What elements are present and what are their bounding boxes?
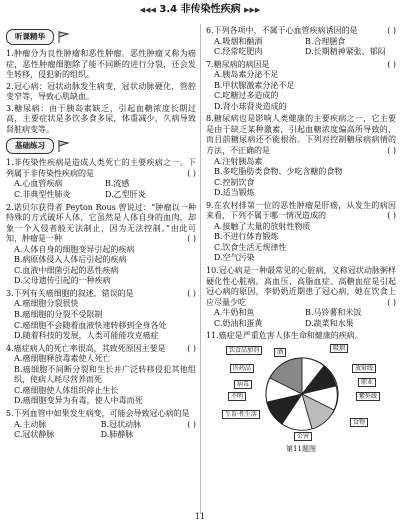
question-item [6, 289, 196, 342]
answer-option[interactable]: C.吃糖过多造成的 [214, 91, 279, 101]
pie-label: 酒 [274, 348, 286, 357]
answer-bracket[interactable]: ( ) [387, 297, 396, 307]
option-list [14, 420, 187, 441]
question-item [6, 203, 196, 287]
pie-label: 食物 [350, 418, 368, 427]
answer-option[interactable]: C.控制饮食 [214, 177, 255, 187]
question-stem: 6.下列各项中，不属于心血管疾病诱因的是 [206, 26, 358, 35]
option-list [6, 245, 196, 287]
question-stem: 9.在农村排第一位的恶性肿瘤是肝癌，从发生的病因来看，下列不属于哪一情况造成的 [206, 200, 396, 221]
answer-option[interactable]: C.奶油和蛋黄 [214, 318, 263, 328]
pie-label: 放射线 [352, 364, 376, 373]
answer-option[interactable]: B.不进行体育锻炼 [214, 232, 279, 242]
option-list [6, 299, 196, 341]
option-list [206, 70, 396, 112]
question-item [206, 201, 396, 264]
question-stem: 8.糖尿病也是影响人类健康的主要疾病之一，它主要是由于缺乏某种激素，引起血糖浓度偏高所导致的，而目前糖尿病还不能根治。下列对控制糖尿病病情的方法，不正确的是 [206, 114, 396, 156]
question-stem: 3.下列有关癌细胞的叙述，错误的是 [6, 288, 134, 298]
option-list [206, 157, 396, 199]
answer-option[interactable]: B.冠状动脉 [100, 419, 142, 429]
basic-section-title [6, 137, 196, 155]
question-stem: 1.非传染性疾病是造成人类死亡的主要疾病之一。下列属于非传染性疾病的是 [6, 158, 196, 178]
flag-icon [57, 30, 71, 44]
answer-option[interactable]: B.甲状腺激素分泌不足 [214, 80, 295, 90]
right-question-list [206, 26, 396, 342]
answer-option[interactable]: C.癌细胞不会随着血液快速转移到全身各处 [14, 320, 167, 330]
right-column [206, 26, 396, 454]
answer-option[interactable]: B.癌细胞的分裂不受限制 [14, 310, 103, 320]
basic-question-list [6, 158, 196, 440]
option-list [14, 179, 196, 200]
answer-option[interactable]: A.主动脉 [14, 419, 47, 429]
answer-bracket[interactable]: ( ) [187, 168, 196, 178]
answer-bracket[interactable]: ( ) [187, 288, 196, 298]
question-stem: 7.糖尿病的病因是 [206, 59, 270, 69]
answer-option[interactable]: A.注射胰岛素 [214, 156, 263, 166]
basic-badge: 基础练习 [6, 138, 54, 154]
answer-option[interactable]: D.肺静脉 [100, 430, 134, 440]
answer-option[interactable]: C.非典型性肺炎 [14, 190, 71, 200]
question-item [206, 60, 396, 113]
answer-option[interactable]: A.心血管疾病 [14, 179, 63, 189]
answer-option[interactable]: D.乙型肝炎 [105, 190, 146, 200]
question-item [6, 409, 196, 441]
answer-option[interactable]: D.长期精神紧张、郁闷 [305, 47, 386, 57]
answer-option[interactable]: B.癌细胞不间断分裂和生长并广泛转移侵犯其他组织，使病人耗尽营养而死 [14, 364, 196, 385]
option-list [214, 37, 396, 58]
pie-label: 病毒 [234, 380, 252, 389]
listen-content [6, 49, 196, 135]
cancer-cause-pie-figure [212, 344, 392, 444]
triangle-right-icon: ▶▶▶ [244, 6, 261, 14]
answer-bracket[interactable]: ( ) [387, 146, 396, 156]
question-stem: 11.癌症是严重危害人体生命和健康的疾病。 [206, 331, 363, 341]
answer-option[interactable]: C.血液中细菌引起的恶性疾病 [14, 265, 119, 275]
answer-option[interactable]: C.冠状静脉 [14, 430, 55, 440]
answer-option[interactable]: D.蔬菜和水果 [305, 318, 354, 328]
flag-icon [57, 139, 71, 153]
option-list [206, 222, 396, 264]
answer-option[interactable]: D.空气污染 [214, 253, 255, 263]
option-list [214, 308, 396, 329]
page-header [0, 3, 400, 17]
answer-option[interactable]: B.合理膳食 [305, 36, 346, 46]
answer-option[interactable]: A.接触了大量的放射性物质 [214, 221, 311, 231]
answer-option[interactable]: C.癌细胞使人体组织停止生长 [14, 385, 119, 395]
answer-option[interactable]: A.癌细胞释放毒素使人死亡 [14, 354, 111, 364]
answer-option[interactable]: A.胰岛素分泌不足 [214, 70, 279, 80]
answer-option[interactable]: B.多吃脂肪类食物、少吃含糖的食物 [214, 167, 343, 177]
question-item [6, 344, 196, 407]
answer-bracket[interactable]: ( ) [387, 211, 396, 221]
triangle-left-icon: ◀◀◀ [139, 6, 156, 14]
listen-badge: 听课精华 [6, 29, 54, 45]
pie-label: 公害 [294, 432, 312, 441]
question-item [6, 158, 196, 200]
answer-bracket[interactable]: ( ) [187, 419, 196, 429]
answer-bracket[interactable]: ( ) [187, 234, 196, 244]
pie-label: 医药品 [230, 364, 254, 373]
question-item [206, 331, 396, 342]
answer-option[interactable]: B.马铃薯和米饭 [305, 308, 362, 318]
pie-label: 生育·性生活 [222, 410, 260, 419]
answer-option[interactable]: D.适当锻炼 [214, 188, 255, 198]
listen-para: 2.冠心病：冠状动脉发生病变，冠状动脉硬化，管腔变窄等，导致心肌缺血。 [6, 81, 196, 102]
answer-option[interactable]: C.经常吃肥肉 [214, 47, 263, 57]
answer-option[interactable]: D.随着科技的发展，人类可能能攻克癌症 [14, 331, 159, 341]
pie-label: 紫外线 [356, 392, 380, 401]
listen-para: 1.肿瘤分为良性肿瘤和恶性肿瘤。恶性肿瘤又称为癌症，恶性肿瘤细胞除了能不同断的进行分裂，还会发生转移，侵犯新的组织。 [6, 49, 196, 80]
question-item [206, 266, 396, 329]
page-number: 11 [194, 512, 206, 522]
answer-option[interactable]: D.癌细胞变异为有毒，使人中毒而死 [14, 396, 143, 406]
answer-option[interactable]: A.癌细胞分裂很快 [14, 299, 79, 309]
answer-option[interactable]: A.人体自身的细胞变异引起的疾病 [14, 244, 135, 254]
pie-label: 饮食品加剂 [226, 346, 262, 355]
pie-label: 吸烟 [330, 344, 348, 353]
question-stem: 10.冠心病是一种最常见的心脏病，又称冠状动脉粥样硬化性心脏病。高血压、高脂血症、高糖血症是引起冠心病的原因，李奶奶近期患了冠心病，她在饮食上应尽量少吃 [206, 266, 396, 307]
question-stem: 5.下列血管中如果发生病变，可能会导致冠心病的是 [6, 408, 190, 418]
answer-option[interactable]: A.吸烟和酗酒 [214, 36, 263, 46]
listen-section-title [6, 28, 196, 46]
answer-bracket[interactable]: ( ) [187, 343, 196, 353]
left-column [6, 26, 196, 443]
answer-bracket[interactable]: ( ) [387, 26, 396, 35]
answer-option[interactable]: A.牛奶和鱼 [214, 308, 255, 318]
option-list [6, 354, 196, 407]
question-stem: 2.诺贝尔获得者 Peyton Rous 曾说过：“肿瘤以一种特殊的方式破坏人体，它虽然是人体自身的血肉，却象一个入侵者般无法制止，因为无法控制。”由此可知，肿瘤是一种 [6, 202, 196, 244]
pie-label: 职业 [358, 378, 376, 387]
question-item [206, 26, 396, 58]
answer-option[interactable]: B.流感 [105, 179, 130, 189]
figure-caption: 第11题图 [286, 444, 316, 453]
answer-option[interactable]: B.病原体侵入人体后引起的疾病 [14, 255, 127, 265]
answer-option[interactable]: D.肾小球肾炎造成的 [214, 101, 287, 111]
answer-option[interactable]: D.父母遗传引起的一种疾病 [14, 276, 111, 286]
column-divider [200, 24, 201, 514]
question-item [206, 114, 396, 198]
question-stem: 4.癌症病人的死亡率很高，其致死原因主要是 [6, 343, 166, 353]
answer-bracket[interactable]: ( ) [387, 59, 396, 69]
answer-option[interactable]: C.饮食生活无规律性 [214, 242, 287, 252]
page-title: 3.4 非传染性疾病 [159, 4, 241, 15]
listen-para: 3.糖尿病：由于胰岛素缺乏，引起血糖浓度长期过高，主要症状是多饮多食多尿，体重减少，久病导致肾脏病变等。 [6, 103, 196, 134]
pie-label: 不明 [228, 392, 246, 401]
